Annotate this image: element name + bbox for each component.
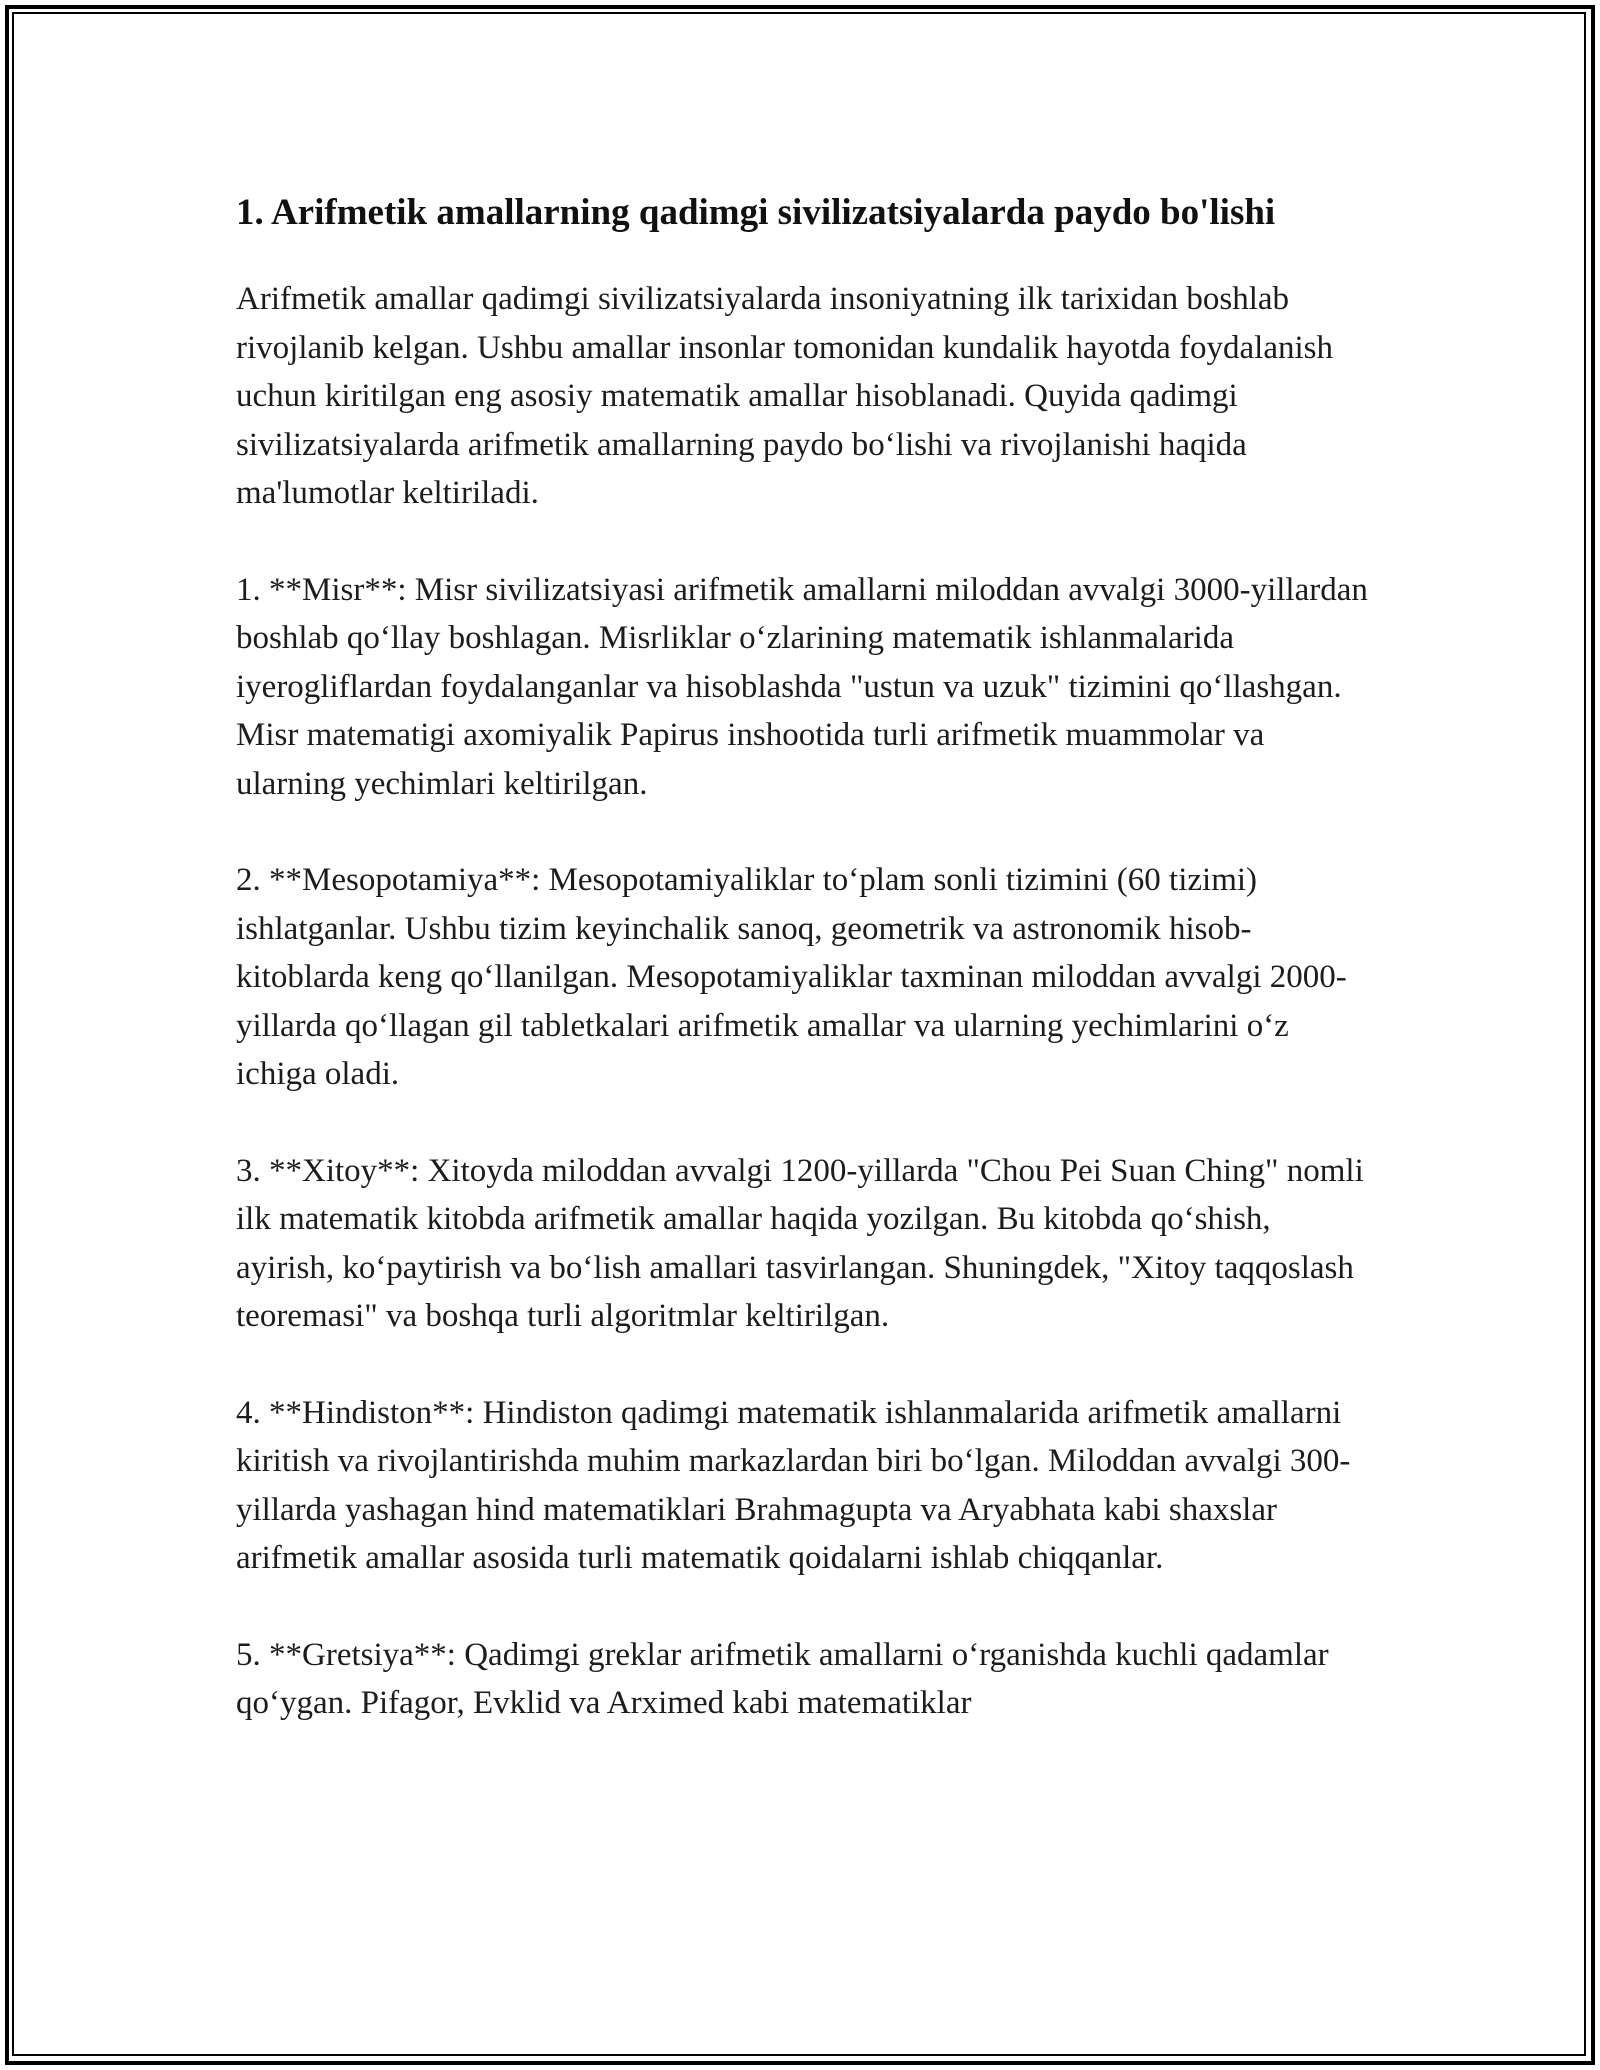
document-body xyxy=(236,186,1376,1776)
paragraph-mesopotamiya: 2. **Mesopotamiya**: Mesopotamiyaliklar to‘plam sonli tizimini (60 tizimi) ishlatganlar. Ushbu tizim keyinchalik sanoq, geometrik va astronomik hisob-kitoblarda keng qo‘llanilgan. Mesopotamiyaliklar taxminan miloddan avvalgi 2000-yillarda qo‘llagan gil tabletkalari arifmetik amallar va ularning yechimlarini o‘z ichiga oladi. xyxy=(236,862,1347,1092)
paragraph-misr: 1. **Misr**: Misr sivilizatsiyasi arifmetik amallarni miloddan avvalgi 3000-yillardan boshlab qo‘llay boshlagan. Misrliklar o‘zlarining matematik ishlanmalarida iyerogliflardan foydalanganlar va hisoblashda "ustun va uzuk" tizimini qo‘llashgan. Misr matematigi axomiyalik Papirus inshootida turli arifmetik muammolar va ularning yechimlari keltirilgan. xyxy=(236,571,1368,802)
paragraph-xitoy: 3. **Xitoy**: Xitoyda miloddan avvalgi 1200-yillarda "Chou Pei Suan Ching" nomli ilk matematik kitobda arifmetik amallar haqida yozilgan. Bu kitobda qo‘shish, ayirish, ko‘paytirish va bo‘lish amallari tasvirlangan. Shuningdek, "Xitoy taqqoslash teoremasi" va boshqa turli algoritmlar keltirilgan. xyxy=(236,1152,1364,1334)
intro-paragraph: Arifmetik amallar qadimgi sivilizatsiyalarda insoniyatning ilk tarixidan boshlab rivojlanib kelgan. Ushbu amallar insonlar tomonidan kundalik hayotda foydalanish uchun kiritilgan eng asosiy matematik amallar hisoblanadi. Quyida qadimgi sivilizatsiyalarda arifmetik amallarning paydo bo‘lishi va rivojlanishi haqida ma'lumotlar keltiriladi. xyxy=(236,281,1334,511)
document-title: 1. Arifmetik amallarning qadimgi sivilizatsiyalarda paydo bo'lishi xyxy=(236,192,1276,233)
paragraph-gretsiya: 5. **Gretsiya**: Qadimgi greklar arifmetik amallarni o‘rganishda kuchli qadamlar qo‘ygan. Pifagor, Evklid va Arximed kabi matematiklar xyxy=(236,1636,1329,1721)
paragraph-hindiston: 4. **Hindiston**: Hindiston qadimgi matematik ishlanmalarida arifmetik amallarni kiritish va rivojlantirishda muhim markazlardan biri bo‘lgan. Miloddan avvalgi 300-yillarda yashagan hind matematiklari Brahmagupta va Aryabhata kabi shaxslar arifmetik amallar asosida turli matematik qoidalarni ishlab chiqqanlar. xyxy=(236,1394,1351,1576)
